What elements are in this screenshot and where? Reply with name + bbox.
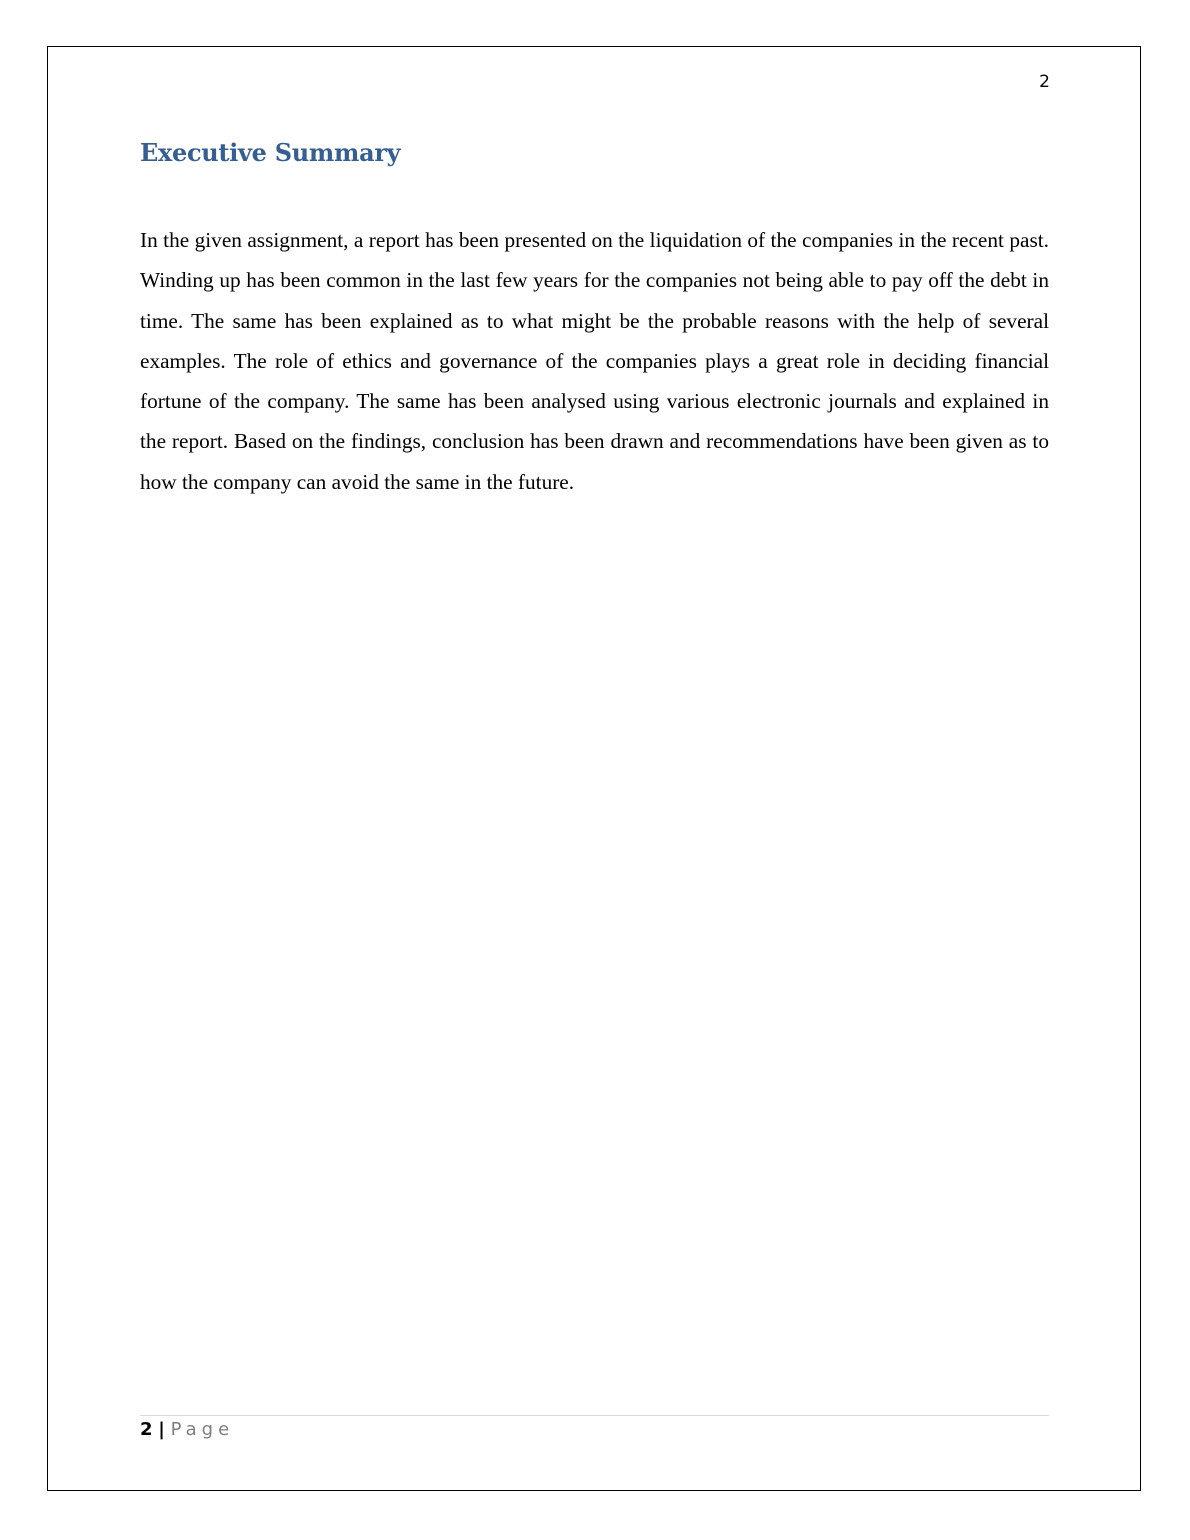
body-paragraph: In the given assignment, a report has been presented on the liquidation of the companies in the recent past. Winding up has been common in the last few years for the companies not being able to pay off the debt in time. The same has been explained as to what might be the probable reasons with the help of several examples. The role of ethics and governance of the companies plays a great role in deciding financial fortune of the company. The same has been analysed using various electronic journals and explained in the report. Based on the findings, conclusion has been drawn and recommendations have been given as to how the company can avoid the same in the future. [140,228,1049,494]
header-page-number: 2 [1039,72,1050,92]
footer-page-number: 2 [140,1419,153,1440]
footer-page-label [140,1419,234,1440]
footer-page-word: Page [170,1419,235,1440]
footer-separator: | [158,1419,165,1440]
section-heading: Executive Summary [140,138,401,167]
footer-divider [140,1415,1049,1416]
